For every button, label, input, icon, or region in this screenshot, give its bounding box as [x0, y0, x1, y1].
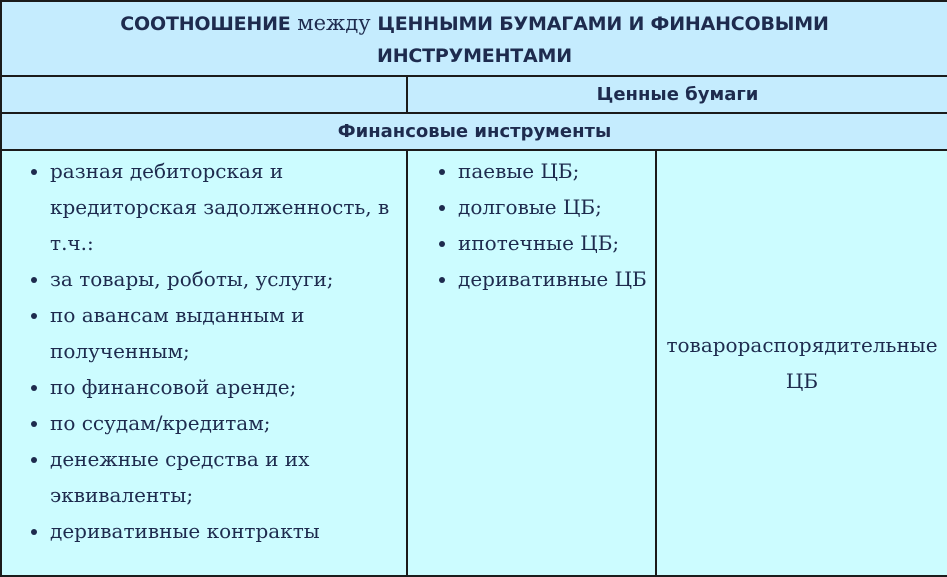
list-item: • деривативные контракты [50, 513, 406, 549]
list-item: • денежные средства и их эквиваленты; [50, 441, 406, 513]
list-item: • деривативные ЦБ [458, 261, 655, 297]
header-empty-cell [1, 76, 407, 113]
list-item: • ипотечные ЦБ; [458, 225, 655, 261]
financial-instruments-cell [1, 150, 407, 576]
list-item: • по авансам выданным и полученным; [50, 297, 406, 369]
financial-instruments-list [2, 151, 406, 549]
securities-list [408, 151, 655, 297]
list-item: • по финансовой аренде; [50, 369, 406, 405]
list-item: • по ссудам/кредитам; [50, 405, 406, 441]
list-item: • за товары, роботы, услуги; [50, 261, 406, 297]
securities-header: Ценные бумаги [407, 76, 947, 113]
securities-cell [407, 150, 656, 576]
commodity-securities-cell: товарораспорядительные ЦБ [656, 150, 947, 576]
financial-instruments-header: Финансовые инструменты [1, 113, 947, 150]
title-part-3: ЦЕННЫМИ БУМАГАМИ И ФИНАНСОВЫМИ ИНСТРУМЕНТАМИ [377, 12, 829, 67]
title-part-1: СООТНОШЕНИЕ [120, 12, 291, 35]
list-item: • паевые ЦБ; [458, 153, 655, 189]
list-item: • разная дебиторская и кредиторская задолженность, в т.ч.: [50, 153, 406, 261]
table-title [1, 1, 947, 76]
title-part-2: между [297, 10, 371, 35]
list-item: • долговые ЦБ; [458, 189, 655, 225]
